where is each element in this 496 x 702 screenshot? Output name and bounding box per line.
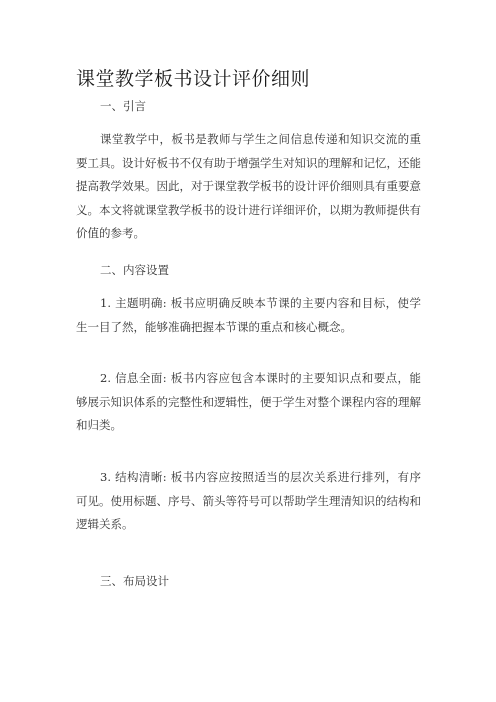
- section-heading-intro: 一、引言: [100, 99, 146, 113]
- section-heading-layout: 三、布局设计: [100, 574, 169, 588]
- intro-paragraph: 课堂教学中，板书是教师与学生之间信息传递和知识交流的重要工具。设计好板书不仅有助于增强学生对知识的理解和记忆，还能提高教学效果。因此，对于课堂教学板书的设计评价细则具有重要意义。本文将就课堂教学板书的设计进行详细评价，以期为教师提供有价值的参考。: [76, 132, 421, 240]
- content-item-3: 3. 结构清晰: 板书内容应按照适当的层次关系进行排列，有序可见。使用标题、序号、箭头等符号可以帮助学生理清知识的结构和逻辑关系。: [76, 470, 421, 531]
- content-item-2: 2. 信息全面: 板书内容应包含本课时的主要知识点和要点，能够展示知识体系的完整性和逻辑性，便于学生对整个课程内容的理解和归类。: [76, 371, 421, 432]
- document-title: 课堂教学板书设计评价细则: [76, 68, 311, 90]
- section-heading-content: 二、内容设置: [100, 263, 169, 277]
- content-item-1: 1. 主题明确: 板书应明确反映本节课的主要内容和目标，使学生一目了然，能够准确把握本节课的重点和核心概念。: [76, 296, 421, 334]
